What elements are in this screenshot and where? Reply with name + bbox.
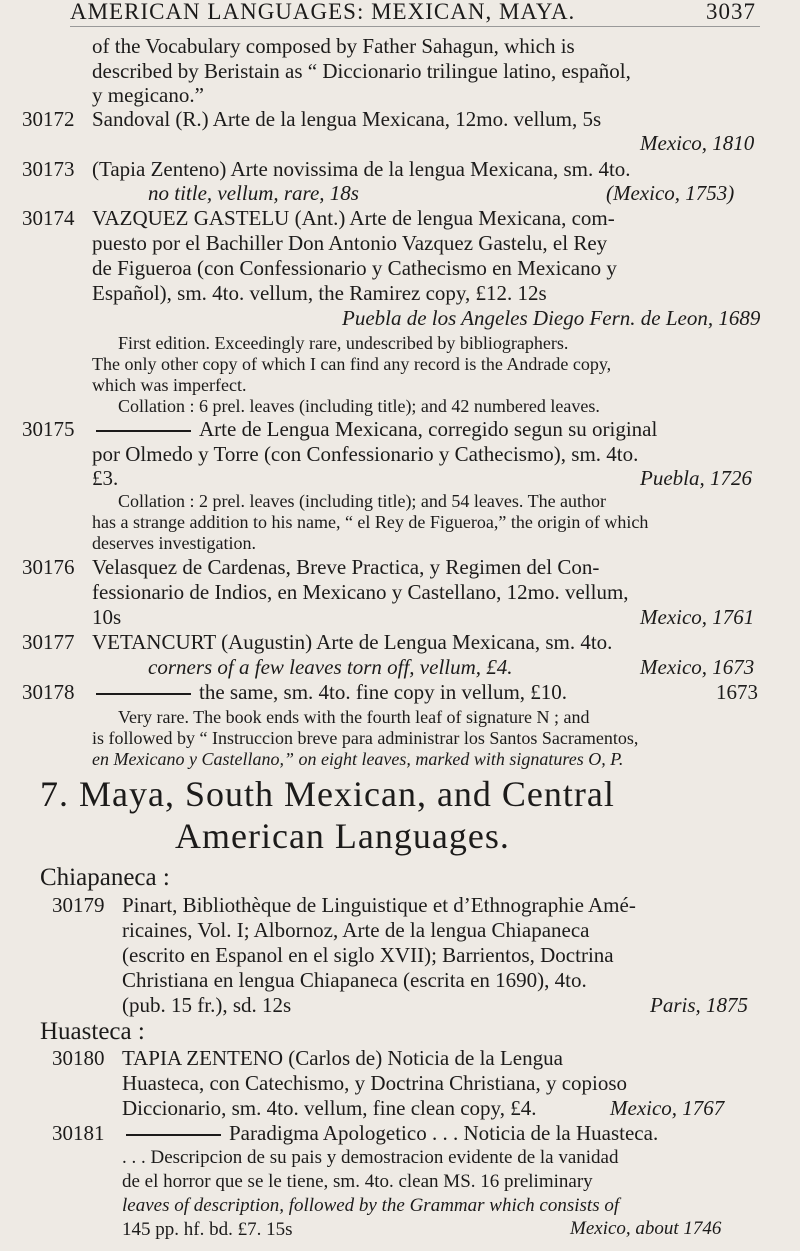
imprint: Mexico, 1673 (640, 655, 755, 679)
ditto-dash (96, 430, 191, 432)
text-line: por Olmedo y Torre (con Confessionario y Cathecismo), sm. 4to. (92, 442, 639, 466)
note-line: Collation : 6 prel. leaves (including title); and 42 numbered leaves. (118, 396, 600, 416)
text-line: Diccionario, sm. 4to. vellum, fine clean copy, £4. (122, 1096, 537, 1120)
entry-30180: 30180 TAPIA ZENTENO (Carlos de) Noticia de la Lengua (52, 1046, 563, 1070)
note-line: is followed by “ Instruccion breve para administrar los Santos Sacramentos, (92, 728, 639, 748)
entry-30176: 30176 Velasquez de Cardenas, Breve Practica, y Regimen del Con- (22, 555, 600, 579)
text-line: (escrito en Espanol en el siglo XVII); Barrientos, Doctrina (122, 943, 614, 967)
imprint: Mexico, 1810 (640, 131, 755, 155)
text-line: corners of a few leaves torn off, vellum, £4. (148, 655, 513, 679)
text-line: described by Beristain as “ Diccionario trilingue latino, español, (92, 59, 631, 83)
imprint: Mexico, about 1746 (570, 1218, 722, 1239)
text-line: £3. (92, 466, 119, 490)
text-line: puesto por el Bachiller Don Antonio Vazquez Gastelu, el Rey (92, 231, 608, 255)
note-line: First edition. Exceedingly rare, undescribed by bibliographers. (118, 333, 569, 353)
note-line: en Mexicano y Castellano,” on eight leaves, marked with signatures O, P. (92, 749, 624, 769)
entry-30174: 30174 VAZQUEZ GASTELU (Ant.) Arte de lengua Mexicana, com- (22, 206, 615, 230)
entry-30173: 30173 (Tapia Zenteno) Arte novissima de la lengua Mexicana, sm. 4to. (22, 157, 631, 181)
note-line: Collation : 2 prel. leaves (including title); and 54 leaves. The author (118, 491, 607, 511)
note-line: which was imperfect. (92, 375, 247, 395)
entry-30175: 30175 Arte de Lengua Mexicana, corregido segun su original (22, 417, 658, 441)
imprint: 1673 (716, 680, 758, 704)
text-line: Christiana en lengua Chiapaneca (escrita en 1690), 4to. (122, 968, 587, 992)
text-line: Huasteca, con Catechismo, y Doctrina Christiana, y copioso (122, 1071, 628, 1095)
running-header: AMERICAN LANGUAGES: MEXICAN, MAYA. (70, 0, 576, 24)
text-line: ricaines, Vol. I; Albornoz, Arte de la lengua Chiapaneca (122, 918, 590, 942)
imprint: Mexico, 1761 (640, 605, 755, 629)
imprint: Puebla de los Angeles Diego Fern. de Leon, 1689 (342, 306, 761, 330)
imprint: Puebla, 1726 (640, 466, 752, 490)
text-line: fessionario de Indios, en Mexicano y Castellano, 12mo. vellum, (92, 580, 629, 604)
subsection-heading: Chiapaneca : (40, 864, 170, 891)
section-title: 7. Maya, South Mexican, and Central (40, 774, 615, 814)
ditto-dash (126, 1134, 221, 1136)
entry-30172: 30172 Sandoval (R.) Arte de la lengua Mexicana, 12mo. vellum, 5s (22, 107, 602, 131)
note-line: Very rare. The book ends with the fourth leaf of signature N ; and (118, 707, 590, 727)
imprint: (Mexico, 1753) (606, 181, 735, 205)
entry-30177: 30177 VETANCURT (Augustin) Arte de Lengua Mexicana, sm. 4to. (22, 630, 613, 654)
subsection-heading: Huasteca : (40, 1018, 145, 1045)
imprint: Paris, 1875 (650, 993, 749, 1017)
entry-30181: 30181 Paradigma Apologetico . . . Noticia de la Huasteca. (52, 1121, 659, 1145)
text-line: de Figueroa (con Confessionario y Cathecismo en Mexicano y (92, 256, 617, 280)
note-line: The only other copy of which I can find any record is the Andrade copy, (92, 354, 612, 374)
imprint: Mexico, 1767 (610, 1096, 725, 1120)
entry-30178: 30178 the same, sm. 4to. fine copy in vellum, £10. (22, 680, 568, 704)
text-line: of the Vocabulary composed by Father Sahagun, which is (92, 34, 575, 58)
section-title-2: American Languages. (175, 816, 510, 856)
text-line: 145 pp. hf. bd. £7. 15s (122, 1219, 293, 1240)
text-line: y megicano.” (92, 83, 204, 107)
text-line: no title, vellum, rare, 18s (148, 181, 359, 205)
text-line: Español), sm. 4to. vellum, the Ramirez copy, £12. 12s (92, 281, 547, 305)
text-line: (pub. 15 fr.), sd. 12s (122, 993, 292, 1017)
text-line: de el horror que se le tiene, sm. 4to. clean MS. 16 preliminary (122, 1171, 593, 1192)
text-line: leaves of description, followed by the Grammar which consists of (122, 1195, 620, 1216)
note-line: has a strange addition to his name, “ el Rey de Figueroa,” the origin of which (92, 512, 649, 532)
entry-30179: 30179 Pinart, Bibliothèque de Linguistique et d’Ethnographie Amé- (52, 893, 636, 917)
text-line: 10s (92, 605, 122, 629)
header-rule (70, 26, 760, 27)
ditto-dash (96, 693, 191, 695)
page-number: 3037 (706, 0, 756, 24)
note-line: deserves investigation. (92, 533, 256, 553)
text-line: . . . Descripcion de su pais y demostracion evidente de la vanidad (122, 1147, 619, 1168)
